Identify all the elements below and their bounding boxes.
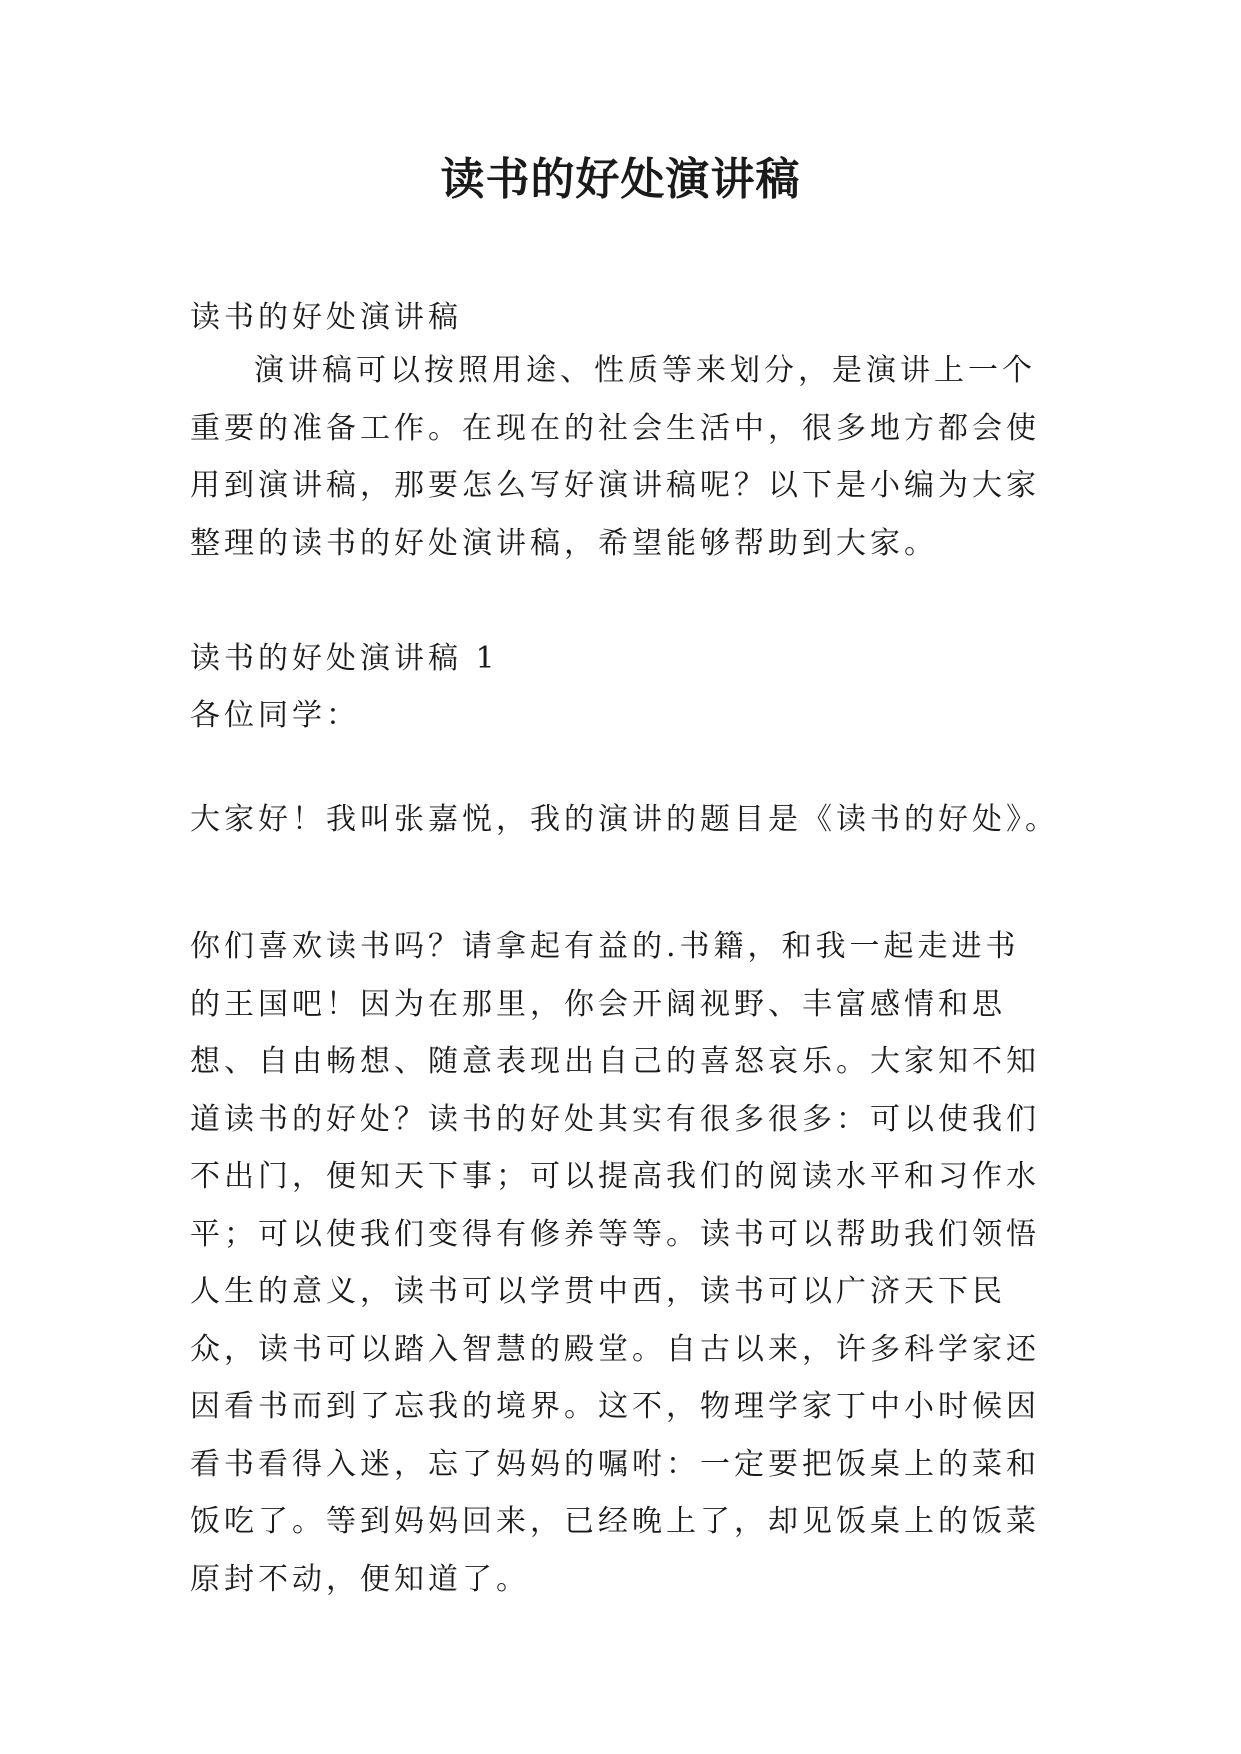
document-heading: 读书的好处演讲稿: [190, 300, 462, 335]
greeting-paragraph: 大家好！我叫张嘉悦，我的演讲的题目是《读书的好处》。: [190, 802, 1059, 837]
section-heading: 读书的好处演讲稿 1: [190, 641, 499, 676]
document-title: 读书的好处演讲稿: [440, 154, 801, 205]
main-paragraph: 你们喜欢读书吗？请拿起有益的.书籍，和我一起走进书的王国吧！因为在那里，你会开阔视野、丰富感情和思想、自由畅想、随意表现出自己的喜怒哀乐。大家知不知道读书的好处？读书的好处其实有很多很多：可以使我们不出门，便知天下事；可以提高我们的阅读水平和习作水平；可以使我们变得有修养等等。读书可以帮助我们领悟人生的意义，读书可以学贯中西，读书可以广济天下民众，读书可以踏入智慧的殿堂。自古以来，许多科学家还因看书而到了忘我的境界。这不，物理学家丁中小时候因看书看得入迷，忘了妈妈的嘱咐：一定要把饭桌上的菜和饭吃了。等到妈妈回来，已经晚上了，却见饭桌上的饭菜原封不动，便知道了。: [190, 929, 1040, 1597]
salutation: 各位同学：: [190, 698, 360, 733]
intro-paragraph: 演讲稿可以按照用途、性质等来划分，是演讲上一个重要的准备工作。在现在的社会生活中，很多地方都会使用到演讲稿，那要怎么写好演讲稿呢？以下是小编为大家整理的读书的好处演讲稿，希望能够帮助到大家。: [190, 353, 1040, 561]
